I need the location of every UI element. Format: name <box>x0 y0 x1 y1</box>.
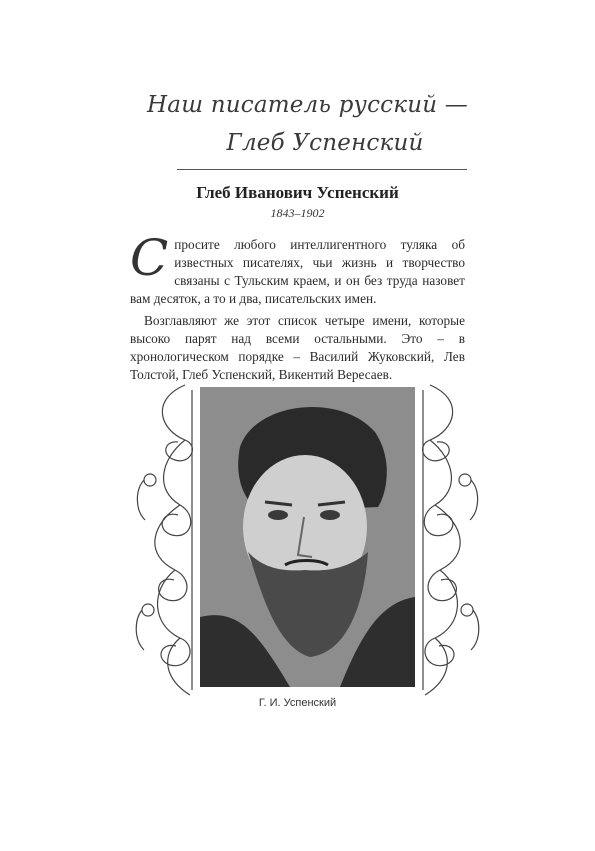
paragraph-1 <box>130 229 465 308</box>
paragraph-2: Возглавляют же этот список четыре имени, которые высоко парят над всеми остальными. Это – в хронологическом порядке – Василий Жуковский, Лев Толстой, Глеб Успенский, Викентий Вересаев. <box>130 313 465 382</box>
title-divider <box>177 169 467 170</box>
heading-line-2: Глеб Успенский <box>226 130 424 156</box>
left-scroll-ornament-icon <box>130 380 200 700</box>
paragraph-1-text: просите любого интеллигентного туляка об известных писателях, чьи жизнь и творчество связаны с Тульским краем, и он без труда назовет вам десяток, а то и два, писательских имен. <box>130 237 465 306</box>
drop-cap: С <box>130 229 169 287</box>
author-name: Глеб Иванович Успенский <box>196 183 399 202</box>
author-years: 1843–1902 <box>270 206 325 220</box>
article-body <box>130 229 465 384</box>
portrait-caption: Г. И. Успенский <box>258 697 337 709</box>
portrait-image <box>200 387 415 687</box>
heading-line-1: Наш писатель русский — <box>147 92 468 118</box>
right-scroll-ornament-icon <box>415 380 485 700</box>
